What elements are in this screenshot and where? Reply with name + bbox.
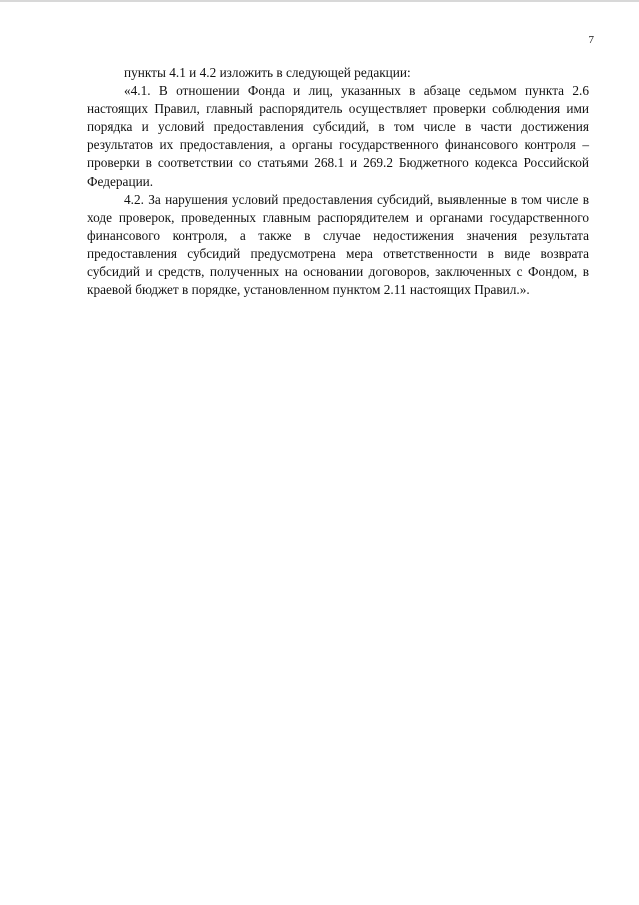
- paragraph-intro: пункты 4.1 и 4.2 изложить в следующей редакции:: [124, 65, 411, 80]
- document-body: [87, 64, 589, 299]
- page-number: 7: [588, 34, 594, 46]
- paragraph-4-2: 4.2. За нарушения условий предоставления субсидий, выявленные в том числе в ходе проверок, проведенных главным распорядителем и органами государственного финансового контроля, а также в случае недостижения значения результата предоставления субсидий предусмотрена мера ответственности в виде возврата субсидий и средств, полученных на основании договоров, заключенных с Фондом, в краевой бюджет в порядке, установленном пунктом 2.11 настоящих Правил.».: [87, 191, 589, 298]
- page-top-edge: [0, 0, 639, 2]
- paragraph-4-1: «4.1. В отношении Фонда и лиц, указанных в абзаце седьмом пункта 2.6 настоящих Правил, главный распорядитель осуществляет проверки соблюдения ими порядка и условий предоставления субсидий, в том числе в части достижения результатов их предоставления, а органы государственного финансового контроля – проверки в соответствии со статьями 268.1 и 269.2 Бюджетного кодекса Российской Федерации.: [87, 83, 589, 189]
